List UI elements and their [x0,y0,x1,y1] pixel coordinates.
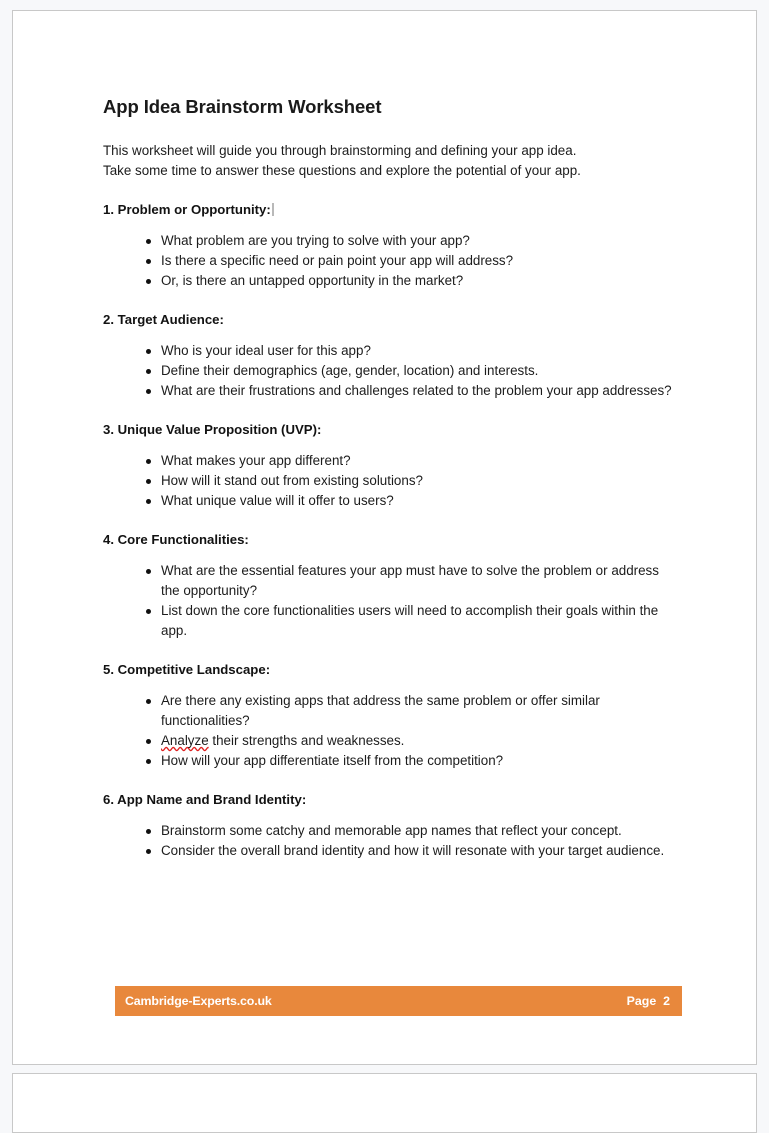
list-item: Who is your ideal user for this app? [103,341,673,361]
list-item: How will it stand out from existing solutions? [103,471,673,491]
document-page-sheet [12,10,757,1065]
footer-site-label: Cambridge-Experts.co.uk [125,994,272,1008]
section-bullet-list [103,451,673,511]
spellcheck-underlined-word: Analyze [161,733,209,749]
list-item: What makes your app different? [103,451,673,471]
list-item: How will your app differentiate itself from the competition? [103,751,673,771]
list-item: Or, is there an untapped opportunity in the market? [103,271,673,291]
intro-paragraph [103,141,673,181]
section-heading: 1. Problem or Opportunity: [103,201,673,218]
section-heading: 4. Core Functionalities: [103,532,249,548]
list-item: Brainstorm some catchy and memorable app names that reflect your concept. [103,821,673,841]
section-bullet-list [103,821,673,861]
section-bullet-list [103,691,673,771]
list-item: What unique value will it offer to users? [103,491,673,511]
next-page-sheet [12,1073,757,1133]
footer-band [115,986,682,1016]
section-heading: 2. Target Audience: [103,312,224,328]
list-item: Are there any existing apps that address the same problem or offer similar functionalities? [103,691,673,731]
section-heading: 6. App Name and Brand Identity: [103,792,307,808]
page-title: App Idea Brainstorm Worksheet [103,96,382,117]
footer-page-number: Page 2 [626,994,670,1008]
section-heading: 3. Unique Value Proposition (UVP): [103,422,322,438]
text-cursor-caret [272,203,274,216]
list-item: Is there a specific need or pain point your app will address? [103,251,673,271]
list-item: Define their demographics (age, gender, location) and interests. [103,361,673,381]
section-bullet-list [103,231,673,291]
list-item: Analyze their strengths and weaknesses. [103,731,673,751]
section-heading: 5. Competitive Landscape: [103,662,271,678]
list-item: What problem are you trying to solve with your app? [103,231,673,251]
list-item: List down the core functionalities users will need to accomplish their goals within the app. [103,601,673,641]
document-content [103,96,673,881]
intro-line-1: This worksheet will guide you through brainstorming and defining your app idea. [103,143,577,159]
sections-container [103,201,673,861]
intro-line-2: Take some time to answer these questions and explore the potential of your app. [103,163,581,179]
section-bullet-list [103,341,673,401]
list-item: Consider the overall brand identity and how it will resonate with your target audience. [103,841,673,861]
list-item: What are their frustrations and challenges related to the problem your app addresses? [103,381,673,401]
list-item: What are the essential features your app must have to solve the problem or address the opportunity? [103,561,673,601]
section-bullet-list [103,561,673,641]
